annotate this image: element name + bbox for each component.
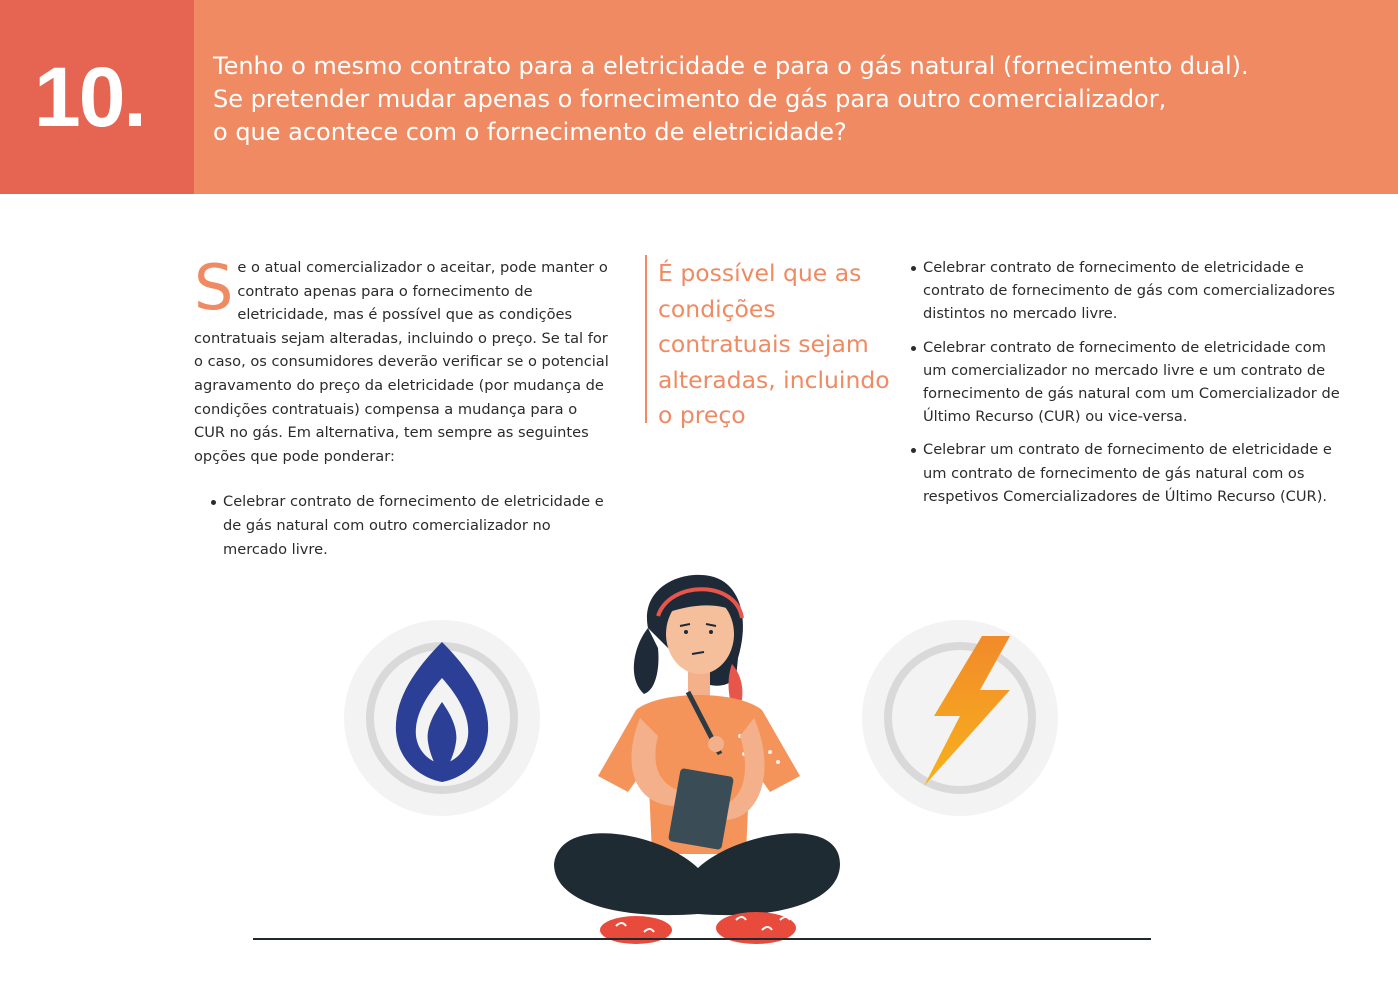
question-title: [213, 50, 1373, 149]
question-line: o que acontece com o fornecimento de eletricidade?: [213, 118, 847, 146]
drop-cap: S: [194, 251, 234, 324]
ground-line: [253, 938, 1151, 940]
gas-flame-icon: [344, 620, 540, 816]
option-item: Celebrar contrato de fornecimento de eletricidade e de gás natural com outro comercializador no mercado livre.: [194, 490, 612, 561]
option-item: Celebrar um contrato de fornecimento de eletricidade e um contrato de fornecimento de gás natural com os respetivos Comercializadores de Último Recurso (CUR).: [894, 438, 1354, 508]
answer-paragraph: e o atual comercializador o aceitar, pode manter o contrato apenas para o fornecimento de eletricidade, mas é possível que as condições contratuais sejam alteradas, incluindo o preço. Se tal for o caso, os consumidores deverão verificar se o potencial agravamento do preço da eletricidade (por mudança de condições contratuais) compensa a mudança para o CUR no gás. Em alternativa, tem sempre as seguintes opções que pode ponderar:: [194, 259, 609, 465]
lightning-bolt-icon: [862, 620, 1058, 816]
electricity-icon-badge: [862, 620, 1058, 816]
left-column: [194, 251, 612, 561]
question-number-box: [0, 0, 194, 194]
left-options-list: [194, 490, 612, 561]
right-column: [894, 256, 1354, 518]
option-item: Celebrar contrato de fornecimento de eletricidade com um comercializador no mercado livre e um contrato de fornecimento de gás natural com um Comercializador de Último Recurso (CUR) ou vice-versa.: [894, 336, 1354, 429]
pull-quote: É possível que as condições contratuais sejam alteradas, incluindo o preço: [658, 259, 890, 429]
question-line: Se pretender mudar apenas o fornecimento de gás para outro comercializador,: [213, 85, 1167, 113]
right-options-list: [894, 256, 1354, 508]
question-line: Tenho o mesmo contrato para a eletricidade e para o gás natural (fornecimento dual).: [213, 52, 1249, 80]
woman-thinking-illustration: [540, 568, 850, 948]
gas-icon-badge: [344, 620, 540, 816]
option-item: Celebrar contrato de fornecimento de eletricidade e contrato de fornecimento de gás com comercializadores distintos no mercado livre.: [894, 256, 1354, 326]
question-number: 10.: [34, 50, 145, 144]
